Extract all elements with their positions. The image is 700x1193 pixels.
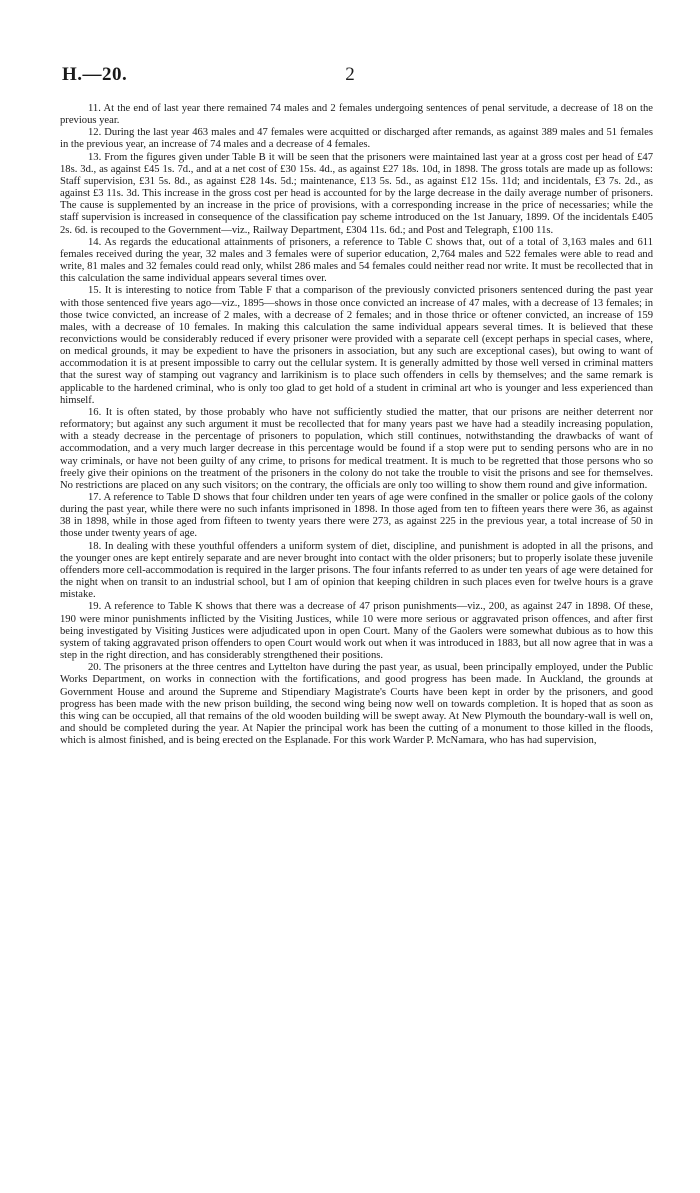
- paragraph-17: 17. A reference to Table D shows that four children under ten years of age were confined in the smaller or police gaols of the colony during the past year, while there were no such infants imprisoned in 1898. In those aged from ten to fifteen years there were 36, as against 38 in 1898, while in those aged from fifteen to twenty years there were 273, as against 225 in the previous year, a total increase of 50 in those under twenty years of age.: [60, 492, 653, 540]
- paragraph-11: 11. At the end of last year there remained 74 males and 2 females undergoing sentences of penal servitude, a decrease of 18 on the previous year.: [60, 103, 653, 127]
- paragraph-19: 19. A reference to Table K shows that there was a decrease of 47 prison punishments—viz., 200, as against 247 in 1898. Of these, 190 were minor punishments inflicted by the Visiting Justices, while 10 were more serious or aggravated prison offences, and after first being investigated by Visiting Justices were adjudicated upon in open Court. Many of the Gaolers were somewhat dubious as to how this system of taking aggravated prison offenders to open Court would work out when it was introduced in 1883, but all now agree that in was a step in the right direction, and has considerably strengthened their positions.: [60, 601, 653, 662]
- paragraph-16: 16. It is often stated, by those probably who have not sufficiently studied the matter, that our prisons are neither deterrent nor reformatory; but against any such argument it must be recollected that for many years past we have had a steadily increasing population, with a steady decrease in the percentage of prisoners to population, which still continues, notwithstanding the drawbacks of want of accommodation, and a very much larger decrease in this percentage would be found if a stop were put to sending persons who are in no way criminals, or have not been guilty of any crime, to prisons for medical treatment. It is much to be regretted that those persons who so freely give their opinions on the treatment of the prisoners in the colony do not take the trouble to visit the prisons and see for themselves. No restrictions are placed on any such visitors; on the contrary, the officials are only too willing to show them round and give information.: [60, 406, 653, 491]
- paragraph-15: 15. It is interesting to notice from Table F that a comparison of the previously convicted prisoners sentenced during the past year with those sentenced five years ago—viz., 1895—shows in those once convicted an increase of 47 males, with a decrease of 13 females; in those twice convicted, an increase of 2 males, with a decrease of 2 females; and in those thrice or oftener convicted, an increase of 159 males, with a decrease of 10 females. In making this calculation the same individual appears several times. It is believed that these reconvictions would be considerably reduced if every prisoner were provided with a separate cell (except perhaps in special cases, where, on medical grounds, it may be expedient to have the prisoners in association, but any such are exceptional cases), but owing to want of accommodation it is at present impossible to carry out the cellular system. It is generally admitted by those well versed in criminal matters that the surest way of stamping out vagrancy and larrikinism is to place such offenders in cells by themselves; and the same remark is applicable to the hardened criminal, who is only too glad to get hold of a student in criminal art who is younger and less experienced than himself.: [60, 285, 653, 406]
- paragraph-14: 14. As regards the educational attainments of prisoners, a reference to Table C shows that, out of a total of 3,163 males and 611 females received during the year, 32 males and 3 females were of superior education, 2,764 males and 522 females were able to read and write, 81 males and 32 females could read only, whilst 286 males and 54 females could neither read nor write. It must be recollected that in this calculation the same individual appears several times over.: [60, 236, 653, 285]
- body-text: [60, 103, 653, 747]
- document-reference: H.—20.: [62, 64, 128, 85]
- page-number: 2: [345, 64, 355, 85]
- paragraph-12: 12. During the last year 463 males and 47 females were acquitted or discharged after remands, as against 389 males and 51 females in the previous year, an increase of 74 males and a decrease of 4 females.: [60, 127, 653, 151]
- paragraph-18: 18. In dealing with these youthful offenders a uniform system of diet, discipline, and punishment is adopted in all the prisons, and the younger ones are kept entirely separate and are never brought into contact with the older prisoners; but to properly isolate these juvenile offenders more cell-accommodation is required in the larger prisons. The four infants referred to as under ten years of age were detained for the night when on transit to an industrial school, but I am of opinion that keeping children in such places even for twelve hours is a grave mistake.: [60, 540, 653, 601]
- page-header: [0, 64, 700, 88]
- paragraph-20: 20. The prisoners at the three centres and Lyttelton have during the past year, as usual, been principally employed, under the Public Works Department, on works in connection with the fortifications, and good progress has been made. In Auckland, the grounds at Government House and around the Supreme and Stipendiary Magistrate's Courts have been kept in order by the prisoners, and good progress has been made with the new prison building, the second wing being now well on towards completion. It is hoped that as soon as this wing can be occupied, all that remains of the old wooden building will be swept away. At New Plymouth the boundary-wall is well on, and should be completed during the year. At Napier the principal work has been the cutting of a monument to those killed in the floods, which is almost finished, and is being erected on the Esplanade. For this work Warder P. McNamara, who has had supervision,: [60, 662, 653, 747]
- paragraph-13: 13. From the figures given under Table B it will be seen that the prisoners were maintained last year at a gross cost per head of £47 18s. 3d., as against £45 1s. 7d., and at a net cost of £30 15s. 4d., as against £27 18s. 10d, in 1898. The gross totals are made up as follows: Staff supervision, £31 5s. 8d., as against £28 14s. 5d.; maintenance, £13 5s. 5d., as against £12 15s. 11d; and incidentals, £3 7s. 2d., as against £3 11s. 3d. This increase in the gross cost per head is accounted for by the large decrease in the daily average number of prisoners. The cause is supplemented by an increase in the price of provisions, with a corresponding increase in the price of necessaries; while the staff supervision is increased in consequence of the classification pay scheme introduced on the 1st January, 1899. Of the incidentals £405 2s. 6d. is recouped to the Government—viz., Railway Department, £304 11s. 6d.; and Post and Telegraph, £100 11s.: [60, 151, 653, 236]
